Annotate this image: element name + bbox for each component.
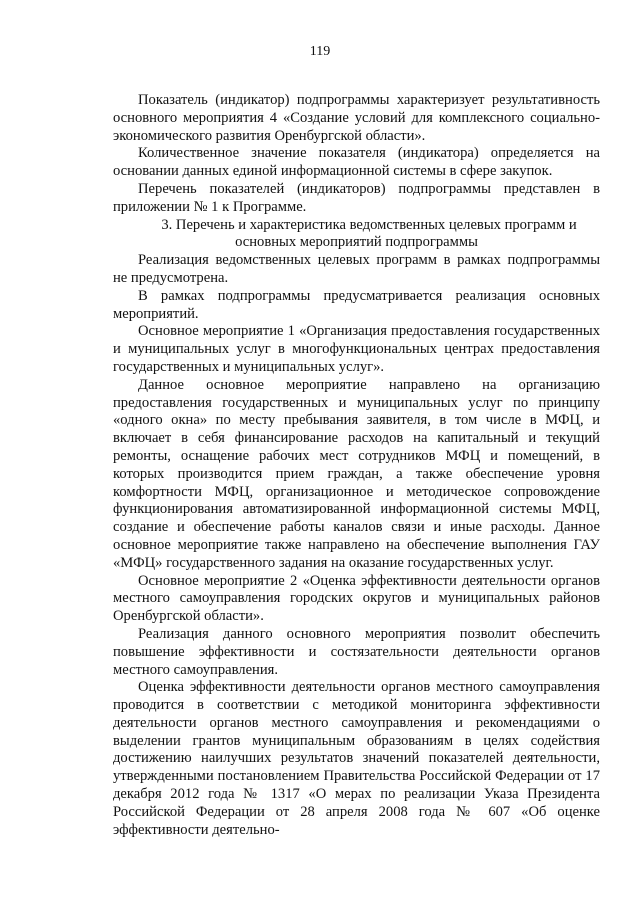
paragraph: Количественное значение показателя (индикатора) определяется на основании данных единой информационной системы в сфере закупок. [113, 145, 600, 180]
document-body [113, 92, 600, 839]
paragraph: Данное основное мероприятие направлено на организацию предоставления государственных и муниципальных услуг по принципу «одного окна» по месту пребывания заявителя, в том числе в МФЦ, и включает в себя финансирование расходов на капитальный и текущий ремонты, оснащение рабочих мест сотрудников МФЦ и помещений, в которых производится прием граждан, а также обеспечение уровня комфортности МФЦ, организационное и методическое сопровождение функционирования автоматизированной информационной системы МФЦ, создание и обеспечение работы каналов связи и иные расходы. Данное основное мероприятие также направлено на обеспечение выполнения ГАУ «МФЦ» государственного задания на оказание государственных услуг. [113, 376, 600, 571]
page-number: 119 [309, 44, 331, 59]
paragraph: Реализация ведомственных целевых программ в рамках подпрограммы не предусмотрена. [113, 252, 600, 286]
paragraph: Перечень показателей (индикаторов) подпрограммы представлен в приложении № 1 к Программе. [113, 180, 600, 215]
paragraph: Оценка эффективности деятельности органов местного самоуправления проводится в соответствии с методикой мониторинга эффективности деятельности органов местного самоуправления и рекомендациями о выделении грантов муниципальным образованиям в целях содействия достижению наилучших результатов значений показателей деятельности, утвержденными постановлением Правительства Российской Федерации от 17 декабря 2012 года № 1317 «О мерах по реализации Указа Президента Российской Федерации от 28 апреля 2008 года № 607 «Об оценке эффективности деятельно- [113, 679, 600, 838]
paragraph: Основное мероприятие 1 «Организация предоставления государственных и муниципальных услуг в многофункциональных центрах предоставления государственных и муниципальных услуг». [113, 323, 600, 375]
paragraph: Реализация данного основного мероприятия позволит обеспечить повышение эффективности и состязательности деятельности органов местного самоуправления. [113, 625, 600, 678]
paragraph: Показатель (индикатор) подпрограммы характеризует результативность основного мероприятия 4 «Создание условий для комплексного социально-экономического развития Оренбургской области». [113, 92, 600, 144]
paragraph: Основное мероприятие 2 «Оценка эффективности деятельности органов местного самоуправления городских округов и муниципальных районов Оренбургской области». [113, 572, 600, 625]
paragraph: В рамках подпрограммы предусматривается реализация основных мероприятий. [113, 287, 600, 322]
section-heading: 3. Перечень и характеристика ведомственных целевых программ и основных мероприятий подпрограммы [161, 216, 577, 251]
